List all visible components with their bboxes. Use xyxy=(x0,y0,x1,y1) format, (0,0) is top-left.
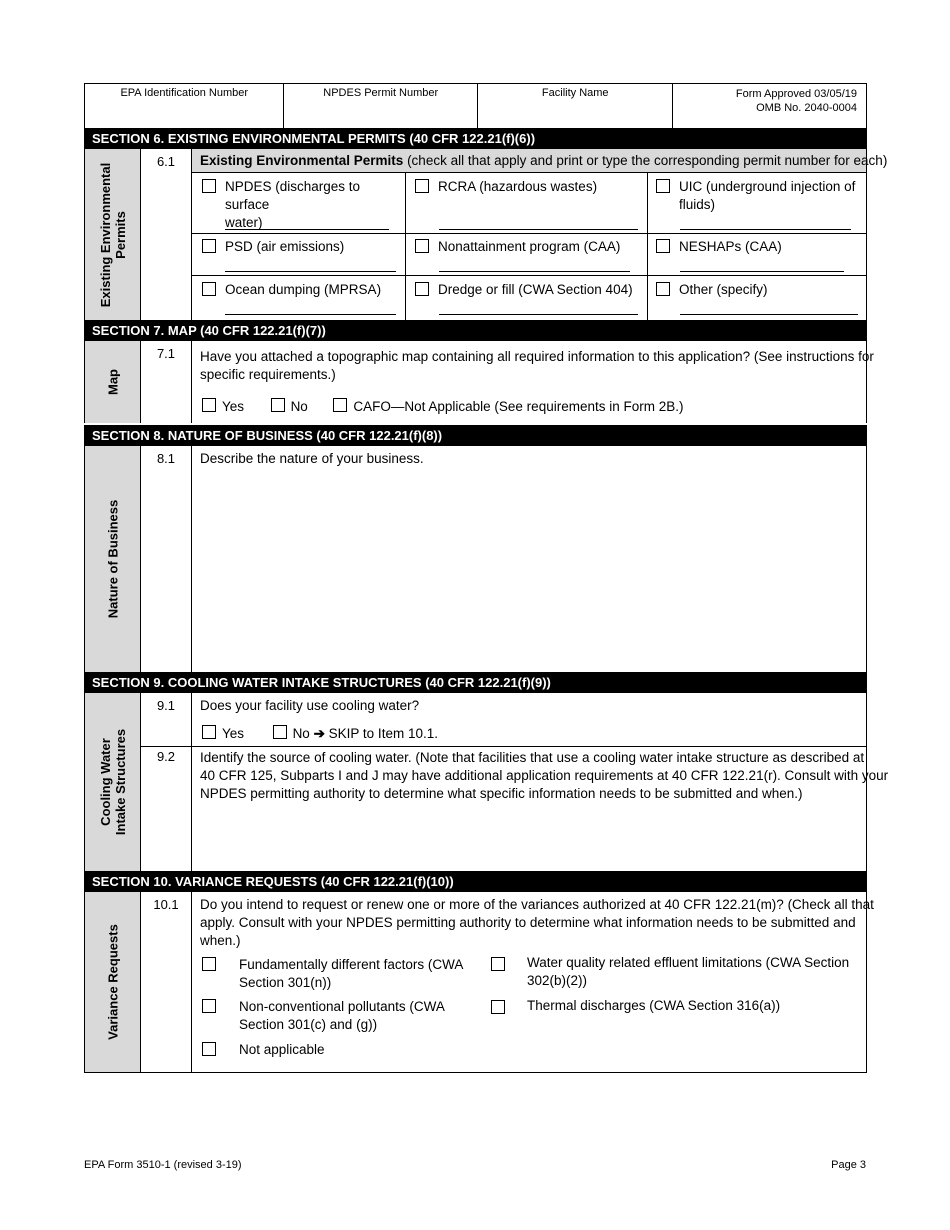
item-number: 7.1 xyxy=(141,341,192,423)
fdf-checkbox[interactable] xyxy=(202,957,216,971)
arrow-right-icon: ➔ xyxy=(313,726,325,741)
section-10-side-label: Variance Requests xyxy=(85,892,141,1072)
psd-checkbox[interactable] xyxy=(202,239,216,253)
section-9-title: SECTION 9. COOLING WATER INTAKE STRUCTURES (40 CFR 122.21(f)(9)) xyxy=(84,672,867,693)
map-cafo-checkbox[interactable] xyxy=(333,398,347,412)
form-approval: Form Approved 03/05/19 OMB No. 2040-0004 xyxy=(735,88,857,114)
item-number: 8.1 xyxy=(141,446,192,672)
map-yes-checkbox[interactable] xyxy=(202,398,216,412)
section-7-body xyxy=(84,341,874,423)
facility-name-field[interactable]: Facility Name xyxy=(478,84,674,128)
epa-id-field[interactable]: EPA Identification Number xyxy=(85,84,284,128)
nonconventional-checkbox[interactable] xyxy=(202,999,216,1013)
cooling-yes-option[interactable]: Yes xyxy=(202,726,244,741)
section-10-title: SECTION 10. VARIANCE REQUESTS (40 CFR 122.21(f)(10)) xyxy=(84,871,867,892)
section-8-side-label: Nature of Business xyxy=(85,446,141,672)
section-8-body xyxy=(84,446,867,672)
form-header xyxy=(84,83,867,128)
nature-of-business-input[interactable] xyxy=(192,446,866,672)
cooling-no-option[interactable]: No ➔ SKIP to Item 10.1. xyxy=(273,726,438,741)
section-9-body xyxy=(84,693,889,871)
item-number: 6.1 xyxy=(141,149,192,320)
section-10-body: Variance Requests 10.1 Do you intend to request or renew one or more of the variances authorized at 40 CFR 122.21(m)? (Check all that apply. Consult with your NPDES permitting authority to determine what information needs to be submitted and when.) Fundamentally different factors (CWA Section 301(n)) Water quality related effluent limitations (CWA Section 302(b)(2)) Non-conventional pollutants (CWA Section 301(c) and (g)) Thermal discharges (CWA Section 316(a)) Not applicable xyxy=(84,892,867,1073)
map-question: Have you attached a topographic map containing all required information to this application? (See instructions for specific requirements.) xyxy=(200,349,874,382)
map-no-option[interactable]: No xyxy=(271,399,308,414)
item-number: 10.1 xyxy=(141,892,192,1072)
section-6-body: Existing Environmental Permits 6.1 Existing Environmental Permits (check all that apply and print or type the corresponding permit number for each) NPDES (discharges to surface water) RCRA (hazardous wastes) UIC (underground injection of fluids) PSD (air emissions) Nonattainment program (CAA) NESHAPs (CAA) Ocean dumping (MPRSA) Dredge or fill (CWA Section 404) Other (specify) xyxy=(84,149,867,320)
page-number: Page 3 xyxy=(831,1159,866,1171)
dredge-fill-permit-number-input[interactable] xyxy=(439,314,638,315)
ocean-dumping-checkbox[interactable] xyxy=(202,282,216,296)
section-7-title: SECTION 7. MAP (40 CFR 122.21(f)(7)) xyxy=(84,320,867,341)
section-6-side-label: Existing Environmental Permits xyxy=(85,149,141,320)
nonattainment-permit-number-input[interactable] xyxy=(439,271,630,272)
nonattainment-checkbox[interactable] xyxy=(415,239,429,253)
neshaps-permit-number-input[interactable] xyxy=(680,271,844,272)
map-no-checkbox[interactable] xyxy=(271,398,285,412)
not-applicable-checkbox[interactable] xyxy=(202,1042,216,1056)
uic-permit-number-input[interactable] xyxy=(680,229,851,230)
ocean-dumping-permit-number-input[interactable] xyxy=(225,314,396,315)
psd-permit-number-input[interactable] xyxy=(225,271,396,272)
thermal-checkbox[interactable] xyxy=(491,1000,505,1014)
other-permit-number-input[interactable] xyxy=(680,314,858,315)
rcra-permit-number-input[interactable] xyxy=(439,229,638,230)
cooling-water-options xyxy=(202,725,438,743)
npdes-permit-field[interactable]: NPDES Permit Number xyxy=(284,84,478,128)
permits-instructions: Existing Environmental Permits (check all that apply and print or type the corresponding permit number for each) xyxy=(192,149,866,173)
cooling-yes-checkbox[interactable] xyxy=(202,725,216,739)
variance-question: Do you intend to request or renew one or more of the variances authorized at 40 CFR 122.21(m)? (Check all that apply. Consult with your NPDES permitting authority to determine what information needs to be submitted and when.) xyxy=(200,897,874,948)
neshaps-checkbox[interactable] xyxy=(656,239,670,253)
npdes-permit-number-input[interactable] xyxy=(225,229,389,230)
uic-checkbox[interactable] xyxy=(656,179,670,193)
map-answer-options xyxy=(202,398,683,416)
item-number: 9.1 9.2 xyxy=(141,693,192,871)
nature-of-business-question: Describe the nature of your business. xyxy=(200,451,424,466)
cooling-source-question: Identify the source of cooling water. (Note that facilities that use a cooling water intake structure as described at 40 CFR 125, Subparts I and J may have additional application requirements at 40 CFR 122.21(r). Consult with your NPDES permitting authority to determine what specific information needs to be submitted and when.) xyxy=(200,750,889,801)
map-yes-option[interactable]: Yes xyxy=(202,399,244,414)
other-checkbox[interactable] xyxy=(656,282,670,296)
section-9-side-label: Cooling Water Intake Structures xyxy=(85,693,141,871)
section-8-title: SECTION 8. NATURE OF BUSINESS (40 CFR 122.21(f)(8)) xyxy=(84,425,867,446)
form-number: EPA Form 3510-1 (revised 3-19) xyxy=(84,1159,242,1171)
rcra-checkbox[interactable] xyxy=(415,179,429,193)
cooling-water-question: Does your facility use cooling water? xyxy=(200,698,420,713)
section-6-title: SECTION 6. EXISTING ENVIRONMENTAL PERMITS (40 CFR 122.21(f)(6)) xyxy=(84,128,867,149)
water-quality-checkbox[interactable] xyxy=(491,957,505,971)
map-cafo-option[interactable]: CAFO—Not Applicable (See requirements in Form 2B.) xyxy=(333,399,683,414)
npdes-checkbox[interactable] xyxy=(202,179,216,193)
dredge-fill-checkbox[interactable] xyxy=(415,282,429,296)
cooling-no-checkbox[interactable] xyxy=(273,725,287,739)
section-7-side-label: Map xyxy=(85,341,141,423)
